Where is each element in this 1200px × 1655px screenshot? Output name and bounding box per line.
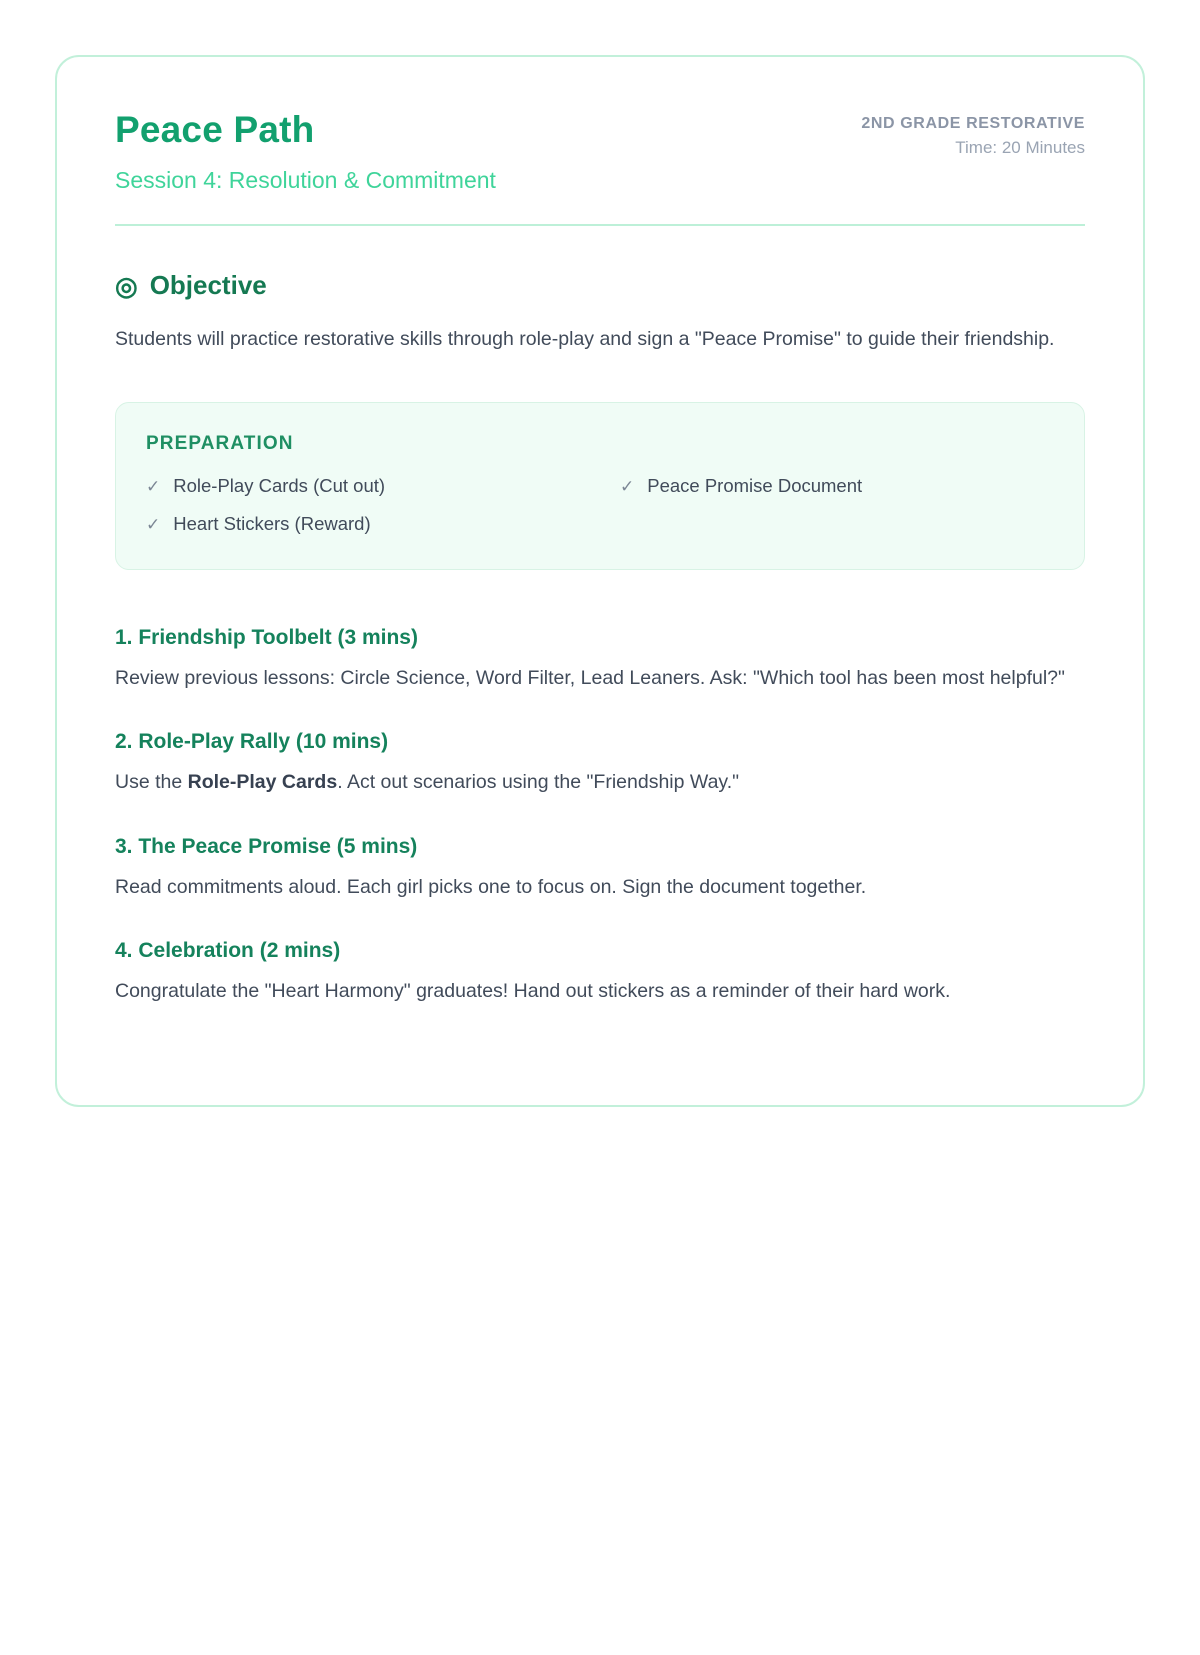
check-icon: ✓ (620, 477, 635, 497)
list-item (620, 475, 1054, 497)
step-title: 3. The Peace Promise (5 mins) (115, 834, 418, 858)
step-body: Read commitments aloud. Each girl picks one to focus on. Sign the document together. (115, 875, 867, 898)
prep-item-label: Peace Promise Document (647, 475, 863, 497)
preparation-list (146, 475, 1054, 551)
step-3 (115, 835, 1085, 903)
header (115, 109, 1085, 194)
step-2 (115, 730, 1085, 798)
lesson-card (55, 55, 1145, 1107)
page-title: Peace Path (115, 109, 315, 150)
preparation-box (115, 402, 1085, 570)
header-meta (861, 109, 1085, 158)
check-icon: ✓ (146, 515, 161, 535)
check-icon: ✓ (146, 477, 161, 497)
step-title: 2. Role-Play Rally (10 mins) (115, 730, 389, 754)
target-icon: ◎ (115, 270, 138, 301)
header-divider (115, 224, 1085, 226)
step-body-prefix: Use the (115, 771, 188, 794)
step-body: Review previous lessons: Circle Science, Word Filter, Lead Leaners. Ask: "Which tool has been most helpful?" (115, 667, 1065, 690)
prep-item-label: Role-Play Cards (Cut out) (173, 475, 386, 497)
preparation-heading: PREPARATION (146, 433, 294, 455)
prep-item-label: Heart Stickers (Reward) (173, 513, 371, 535)
step-body-bold: Role-Play Cards (187, 771, 338, 794)
objective-heading-label: Objective (149, 270, 267, 300)
step-body-suffix: . Act out scenarios using the "Friendship Way." (337, 771, 740, 794)
step-title: 4. Celebration (2 mins) (115, 938, 341, 962)
header-left (115, 109, 496, 194)
page-subtitle: Session 4: Resolution & Commitment (115, 167, 496, 193)
time-label: Time: 20 Minutes (955, 138, 1085, 157)
list-item (146, 475, 580, 497)
step-1 (115, 626, 1085, 694)
step-body: Congratulate the "Heart Harmony" graduates! Hand out stickers as a reminder of their hard work. (115, 979, 951, 1002)
objective-heading (115, 270, 1085, 301)
objective-body: Students will practice restorative skills through role-play and sign a "Peace Promise" to guide their friendship. (115, 328, 1055, 350)
step-body (115, 767, 1085, 798)
grade-label: 2ND GRADE RESTORATIVE (861, 115, 1085, 132)
list-item (146, 513, 580, 535)
step-title: 1. Friendship Toolbelt (3 mins) (115, 626, 418, 650)
step-4 (115, 939, 1085, 1007)
